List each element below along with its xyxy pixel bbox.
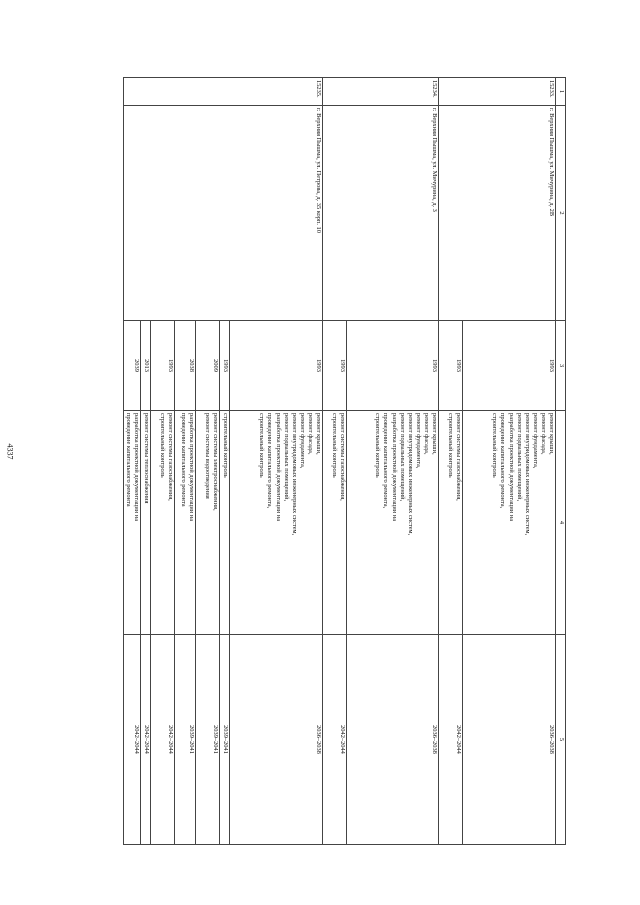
work-item: строительный контроль [222,413,229,478]
period-cell: 2039–2041 [220,635,230,845]
work-item: проведение капитального ремонта [124,413,132,507]
work-item: ремонт подвальных помещений, [282,413,290,502]
work-item: ремонт фундамента, [298,413,306,469]
period-cell: 2042–2044 [123,635,140,845]
work-item: строительный контроль [446,413,454,478]
year-cell: 2013 [141,321,151,411]
column-header-3: 3 [556,321,566,411]
year-cell: 1993 [220,321,230,411]
work-item: ремонт системы электроснабжения, [212,413,219,511]
work-item: ремонт подвальных помещений, [515,413,523,502]
works-cell [141,411,151,635]
work-item: ремонт внутридомовых инженерных систем, [290,413,298,536]
work-item: ремонт крыши, [431,413,438,455]
period-cell: 2036–2038 [347,635,439,845]
year-cell: 1993 [230,321,323,411]
year-cell: 1993 [151,321,175,411]
table-row [230,78,323,845]
entry-address: г. Верхняя Пышма, ул. Мичурина, д. 2В [439,106,556,321]
work-item: ремонт подвальных помещений, [398,413,406,502]
entry-number: 15235. [123,78,322,106]
entry-number: 15234. [323,78,439,106]
column-number-row [556,78,566,845]
repair-schedule-table [123,77,566,845]
work-item: проведение капитального ремонта, [499,413,507,509]
column-header-5: 5 [556,635,566,845]
period-cell: 2042–2044 [151,635,175,845]
period-cell: 2039–2041 [175,635,196,845]
year-cell: 1993 [323,321,347,411]
work-item: строительный контроль [158,413,166,478]
page-number [0,441,20,461]
work-item: ремонт системы газоснабжения, [167,413,174,501]
year-cell: 2039 [123,321,140,411]
work-item: ремонт фасада, [306,413,314,455]
works-cell [323,411,347,635]
work-item: ремонт фасада, [422,413,430,455]
page-number-text: 4337 [5,443,15,459]
work-item: разработка проектной документации на [133,413,140,522]
year-cell: 1993 [463,321,556,411]
work-item: ремонт системы водоотведения [203,413,211,499]
work-item: строительный контроль [258,413,266,478]
works-cell [347,411,439,635]
table-row [347,78,439,845]
entry-address: г. Верхняя Пышма, ул. Петрова, д. 35 корп. 10 [123,106,322,321]
year-cell: 2038 [175,321,196,411]
work-item: ремонт внутридомовых инженерных систем, [523,413,531,536]
column-header-2: 2 [556,106,566,321]
work-item: ремонт фундамента, [414,413,422,469]
work-item: ремонт крыши, [548,413,555,455]
period-cell: 2042–2044 [323,635,347,845]
period-cell: 2039–2041 [196,635,220,845]
entry-number: 15233. [439,78,556,106]
work-item: ремонт системы теплоснабжения [143,413,150,504]
column-header-1: 1 [556,78,566,106]
work-item: разработка проектной документации на [188,413,195,522]
work-item: проведение капитального ремонта, [382,413,390,509]
work-item: ремонт системы газоснабжения, [455,413,462,501]
work-item: строительный контроль [330,413,338,478]
table-row [463,78,556,845]
work-item: строительный контроль [374,413,382,478]
work-item: разработка проектной документации на [507,413,515,522]
work-item: разработка проектной документации на [274,413,282,522]
work-item: ремонт фундамента, [531,413,539,469]
works-cell [220,411,230,635]
works-cell [151,411,175,635]
work-item: ремонт крыши, [315,413,322,455]
table-body [123,78,555,845]
year-cell: 2009 [196,321,220,411]
period-cell: 2042–2044 [141,635,151,845]
works-cell [439,411,463,635]
work-item: разработка проектной документации на [390,413,398,522]
works-cell [230,411,323,635]
year-cell: 1993 [439,321,463,411]
work-item: ремонт системы газоснабжения, [339,413,346,501]
entry-address: г. Верхняя Пышма, ул. Мичурина, д. 3 [323,106,439,321]
work-item: строительный контроль [491,413,499,478]
period-cell: 2042–2044 [439,635,463,845]
works-cell [196,411,220,635]
column-header-4: 4 [556,411,566,635]
period-cell: 2036–2038 [230,635,323,845]
document-table-rotated [87,77,566,844]
work-item: проведение капитального ремонта [179,413,187,507]
work-item: ремонт внутридомовых инженерных систем, [406,413,414,536]
period-cell: 2036–2038 [463,635,556,845]
work-item: проведение капитального ремонта, [266,413,274,509]
year-cell: 1993 [347,321,439,411]
works-cell [175,411,196,635]
work-item: ремонт фасада, [539,413,547,455]
works-cell [123,411,140,635]
works-cell [463,411,556,635]
